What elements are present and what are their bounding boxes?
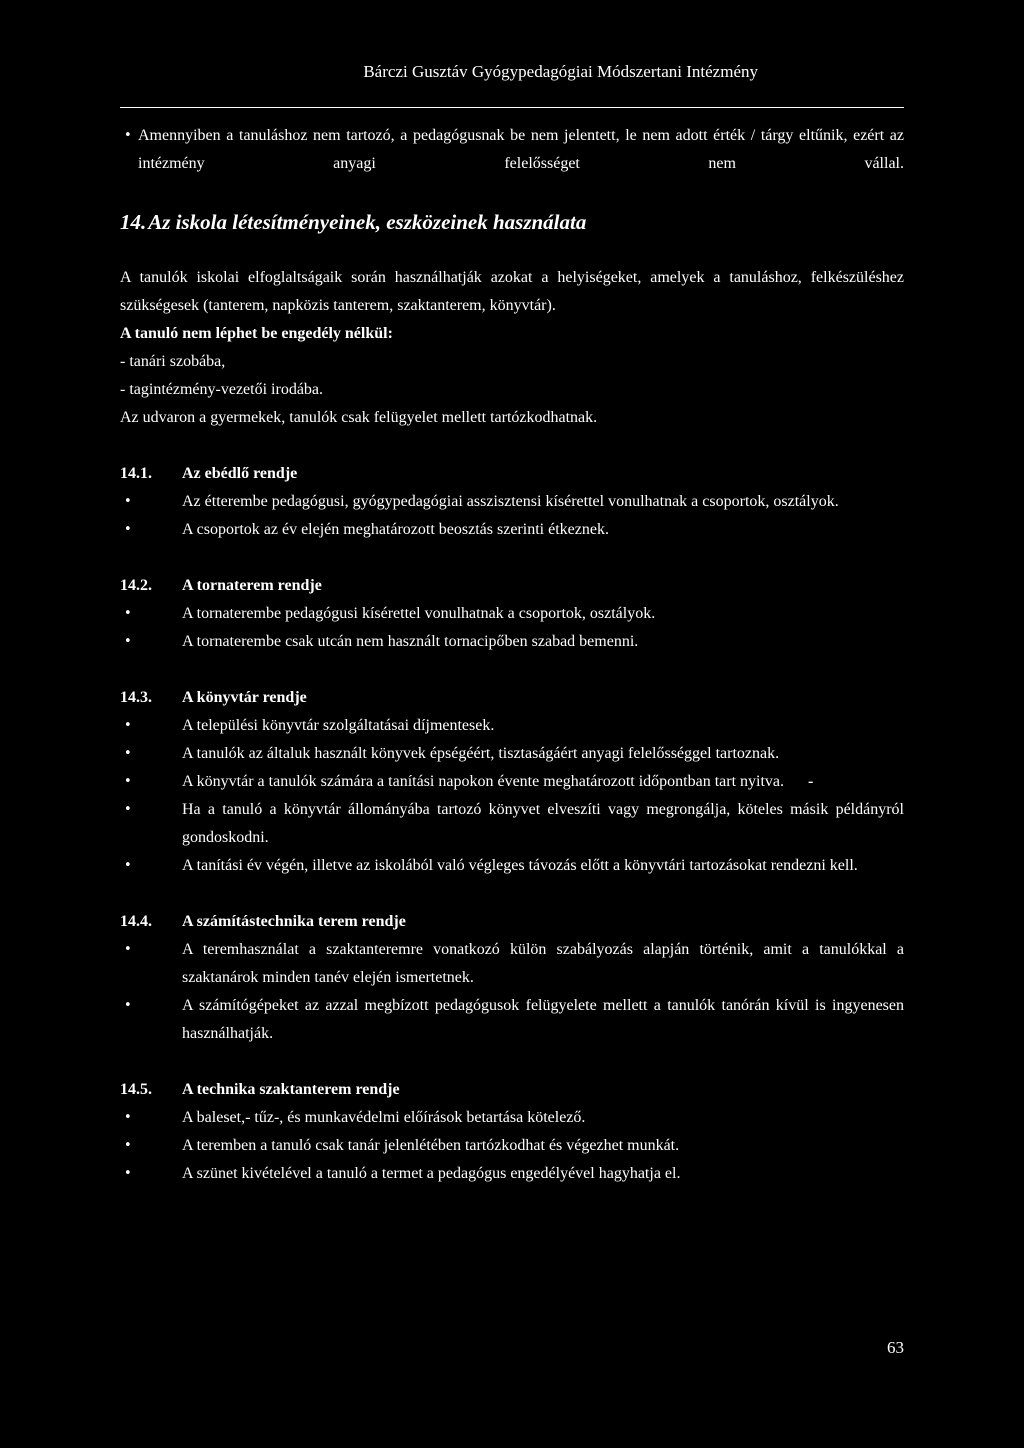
- subsection-heading: [120, 684, 904, 712]
- bullet-item: • Az étterembe pedagógusi, gyógypedagógiai asszisztensi kísérettel vonulhatnak a csoportok, osztályok.: [120, 488, 904, 516]
- subsection-heading: [120, 908, 904, 936]
- subsection-number: 14.1.: [120, 465, 152, 482]
- restriction-item: - tanári szobába,: [120, 353, 226, 370]
- yard-note: Az udvaron a gyermekek, tanulók csak felügyelet mellett tartózkodhatnak.: [120, 409, 598, 426]
- subsection-number: 14.2.: [120, 577, 152, 594]
- section-heading: [120, 206, 904, 238]
- document-body: [120, 122, 904, 1188]
- bullet-item: • A tornaterembe csak utcán nem használt tornacipőben szabad bemenni.: [120, 628, 904, 656]
- bullet-item: • A tornaterembe pedagógusi kísérettel vonulhatnak a csoportok, osztályok.: [120, 600, 904, 628]
- section-title: Az iskola létesítményeinek, eszközeinek használata: [148, 210, 587, 234]
- bullet-list: [120, 600, 904, 656]
- bullet-item: • A baleset,- tűz-, és munkavédelmi előírások betartása kötelező.: [120, 1104, 904, 1132]
- bullet-item: • A csoportok az év elején meghatározott beosztás szerinti étkeznek.: [120, 516, 904, 544]
- subsection-number: 14.4.: [120, 913, 152, 930]
- header-divider: [120, 107, 904, 108]
- page-number: 63: [887, 1338, 904, 1357]
- restriction-title: A tanuló nem léphet be engedély nélkül:: [120, 325, 393, 342]
- subsection-title: A számítástechnika terem rendje: [182, 913, 406, 930]
- subsection-heading: [120, 572, 904, 600]
- subsection-heading: [120, 1076, 904, 1104]
- bullet-item: [120, 768, 904, 796]
- subsection-number: 14.3.: [120, 689, 152, 706]
- bullet-list: [120, 488, 904, 544]
- restriction-item: - tagintézmény-vezetői irodába.: [120, 381, 324, 398]
- section-number: 14.: [120, 210, 147, 234]
- bullet-list: [120, 712, 904, 880]
- bullet-item: • A számítógépeket az azzal megbízott pedagógusok felügyelete mellett a tanulók tanórán kívül is ingyenesen használhatják.: [120, 992, 904, 1048]
- stray-dash-mark: -: [808, 773, 814, 790]
- subsection-title: A technika szaktanterem rendje: [182, 1081, 400, 1098]
- bullet-item: • Ha a tanuló a könyvtár állományába tartozó könyvet elveszíti vagy megrongálja, köteles másik példányról gondoskodni.: [120, 796, 904, 852]
- bullet-item: • A tanítási év végén, illetve az iskolából való végleges távozás előtt a könyvtári tartozásokat rendezni kell.: [120, 852, 904, 880]
- subsection-title: Az ebédlő rendje: [182, 465, 298, 482]
- bullet-item: • A teremben a tanuló csak tanár jelenlétében tartózkodhat és végezhet munkát.: [120, 1132, 904, 1160]
- bullet-item: • A tanulók az általuk használt könyvek épségéért, tisztaságáért anyagi felelősséggel tartoznak.: [120, 740, 904, 768]
- section-intro-paragraph: A tanulók iskolai elfoglaltságaik során használhatják azokat a helyiségeket, amelyek a tanuláshoz, felkészüléshez szükségesek (tanterem, napközis tanterem, szaktanterem, könyvtár).: [120, 269, 904, 314]
- bullet-item-text: A könyvtár a tanulók számára a tanítási napokon évente meghatározott időpontban tart nyitva.: [182, 773, 785, 790]
- intro-bullet-item: • Amennyiben a tanuláshoz nem tartozó, a pedagógusnak be nem jelentett, le nem adott érték / tárgy eltűnik, ezért az intézmény anyagi felelősséget nem vállal.: [120, 122, 904, 178]
- bullet-list: [120, 936, 904, 1048]
- bullet-list: [120, 1104, 904, 1188]
- subsection-title: A könyvtár rendje: [182, 689, 307, 706]
- bullet-item: • A települési könyvtár szolgáltatásai díjmentesek.: [120, 712, 904, 740]
- bullet-item: • A teremhasználat a szaktanteremre vonatkozó külön szabályozás alapján történik, amit a tanulókkal a szaktanárok minden tanév elején ismertetnek.: [120, 936, 904, 992]
- intro-bullet-list: [120, 122, 904, 178]
- page-header: Bárczi Gusztáv Gyógypedagógiai Módszertani Intézmény: [363, 62, 758, 81]
- subsection-title: A tornaterem rendje: [182, 577, 322, 594]
- subsection-heading: [120, 460, 904, 488]
- bullet-item: • A szünet kivételével a tanuló a termet a pedagógus engedélyével hagyhatja el.: [120, 1160, 904, 1188]
- subsection-number: 14.5.: [120, 1081, 152, 1098]
